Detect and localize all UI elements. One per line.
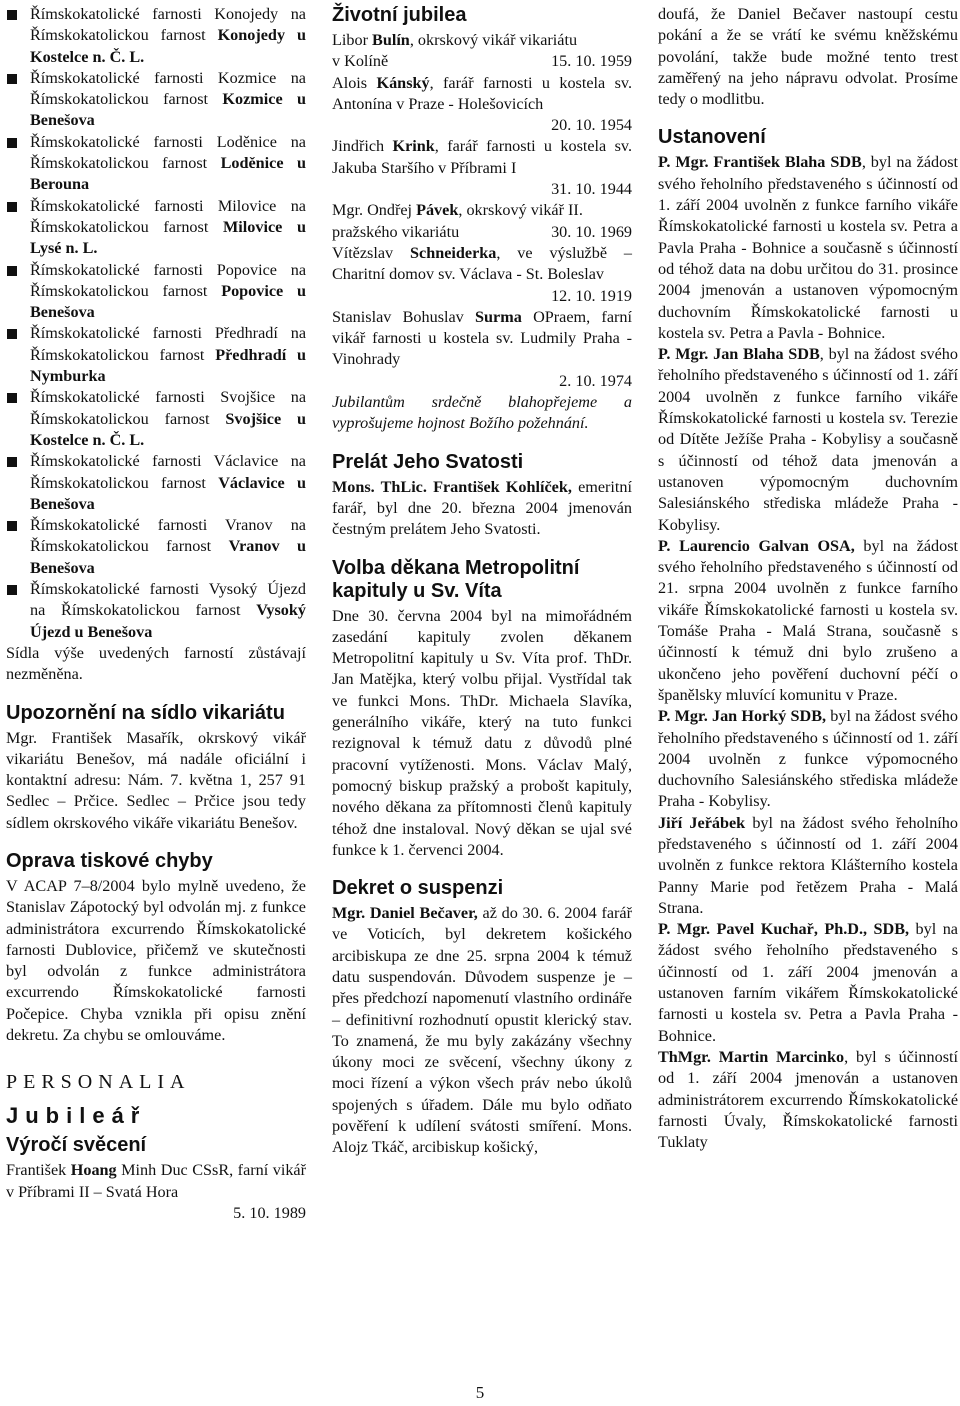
personalia-heading: PERSONALIA <box>6 1071 191 1094</box>
appointment-entry: Jiří Jeřábek byl na žádost svého řeholního představeného s účinností od 1. září 2004 uvolněn z funkce rektora Klášterního kostela Panny Marie pod řetězem Praha - Malá Strana. <box>658 813 958 917</box>
appointment-entry: ThMgr. Martin Marcinko, byl s účinností od 1. září 2004 jmenován a ustanoven administrátorem excurrendo Římskokatolické farnosti Úvaly, Římskokatolické farnosti Tuklaty <box>658 1047 958 1152</box>
jubilee-entry: Jindřich Krink, farář farnosti u kostela sv. Jakuba Staršího v Příbrami I <box>332 137 632 177</box>
parish-list-item: Římskokatolické farnosti Konojedy na Římskokatolickou farnost Konojedy u Kostelce n. Č. L. <box>6 4 306 68</box>
jubilee-entry-date: 12. 10. 1919 <box>551 286 632 305</box>
jubilee-entry: Libor Bulín, okrskový vikář vikariátu <box>332 31 578 49</box>
parish-list-item: Římskokatolické farnosti Loděnice na Římskokatolickou farnost Loděnice u Berouna <box>6 132 306 196</box>
appointment-entry: P. Mgr. Pavel Kuchař, Ph.D., SDB, byl na žádost svého řeholního představeného s účinností od 1. září 2004 jmenován a ustanoven farním vikářem Římskokatolické farnosti u kostela sv. Petra a Pavla Praha - Bohnice. <box>658 920 958 1045</box>
suspension-continued: doufá, že Daniel Bečaver nastoupí cestu pokání a že se vrátí ke svému kněžskému povolání, takže bude možné tento trest zaměřený na jeho nápravu odvolat. Prosíme tedy o modlitbu. <box>658 5 958 109</box>
dean-election-heading: Volba děkana Metropolitní kapituly u Sv. Víta <box>332 556 580 602</box>
parish-list-item: Římskokatolické farnosti Vranov na Římskokatolickou farnost Vranov u Benešova <box>6 515 306 579</box>
jubilee-entry-date: 20. 10. 1954 <box>551 116 632 135</box>
jubilee-entry: Stanislav Bohuslav Surma OPraem, farní vikář farnosti u kostela sv. Ludmily Praha - Vinohrady <box>332 307 632 369</box>
errata-text: V ACAP 7–8/2004 bylo mylně uvedeno, že Stanislav Zápotocký byl odvolán mj. z funkce administrátora excurrendo Římskokatolické farnosti Dublovice, přičemž ve skutečnosti byl odvolán z funkce administrátora excurrendo Římskokatolické farnosti Počepice. Chyba vznikla při opisu znění dekretu. Za chybu se omlouváme. <box>6 876 306 1045</box>
column-left <box>6 4 306 1224</box>
parish-list-item: Římskokatolické farnosti Svojšice na Římskokatolickou farnost Svojšice u Kostelce n. Č. L. <box>6 387 306 451</box>
parish-list-item: Římskokatolické farnosti Popovice na Římskokatolickou farnost Popovice u Benešova <box>6 260 306 324</box>
jubilee-entry-date: 2. 10. 1974 <box>559 371 632 390</box>
appointment-entry: P. Laurencio Galvan OSA, byl na žádost svého řeholního představeného s účinností od 21. srpna 2004 uvolněn z funkce farního vikáře Římskokatolické farnosti u kostela sv. Tomáše Praha - Malá Strana, současně s účinností k témuž dni bylo zrušeno a ukončeno jeho pověření duchovní péčí o španělsky mluvící komunitu v Praze. <box>658 536 958 704</box>
after-list-note: Sídla výše uvedených farností zůstávají nezměněna. <box>6 643 306 684</box>
page-number: 5 <box>475 1383 485 1402</box>
jubilee-heading: Životní jubilea <box>332 4 467 26</box>
suspension-text: Mgr. Daniel Bečaver, až do 30. 6. 2004 farář ve Voticích, byl dekretem košického arcibiskupa ze dne 25. srpna 2004 k témuž datu suspendován. Důvodem suspenze je – přes předchozí napomenutí vlastního ordináře – definitivní rozhodnutí opustit klerický stav. To znamená, že mu byly zakázány všechny úkony moci ze svěcení, všechny úkony z moci řízení a výkon všech práv nebo úkolů spojených s úřadem. Dále mu bylo odňato pověření k udílení svátosti smíření. Mons. Alojz Tkáč, arcibiskup košický, <box>332 904 632 1157</box>
parish-list-item: Římskokatolické farnosti Předhradí na Římskokatolickou farnost Předhradí u Nymburka <box>6 323 306 387</box>
appointments-heading: Ustanovení <box>658 126 766 149</box>
notice-heading: Upozornění na sídlo vikariátu <box>6 701 285 724</box>
appointment-entry: P. Mgr. František Blaha SDB, byl na žádost svého řeholního představeného s účinností od 1. září 2004 uvolněn z funkce farního vikáře Římskokatolické farnosti u kostela sv. Petra a Pavla Praha - Bohnice a současně s účinností od téhož data na dobu určitou do 31. prosince 2004 jmenován a ustanoven výpomocným duchovním Římskokatolické farnosti u kostela sv. Petra a Pavla - Bohnice. <box>658 153 958 342</box>
anniversary-name: Hoang <box>70 1161 117 1180</box>
anniversary-heading: Výročí svěcení <box>6 1134 147 1157</box>
jubilee-entry: Vítězslav Schneiderka, ve výslužbě – Charitní domov sv. Václava - St. Boleslav <box>332 243 632 284</box>
notice-text: Mgr. František Masařík, okrskový vikář vikariátu Benešov, má nadále oficiální i kontaktní adresu: Nám. 7. května 1, 257 91 Sedlec – Prčice. Sedlec – Prčice jsou tedy sídlem okrskového vikáře vikariátu Benešov. <box>6 728 306 832</box>
appointment-entry: P. Mgr. Jan Horký SDB, byl na žádost svého řeholního představeného s účinností od 1. září 2004 uvolněn z funkce výpomocného duchovního Salesiánského střediska mládeže Praha - Kobylisy. <box>658 707 958 811</box>
prelate-text: Mons. ThLic. František Kohlíček, emeritní farář, byl dne 20. března 2004 jmenován čestným prelátem Jeho Svatosti. <box>332 477 633 539</box>
suspension-heading: Dekret o suspenzi <box>332 877 504 900</box>
jubilee-entry: Mgr. Ondřej Pávek, okrskový vikář II. <box>332 201 583 220</box>
parish-list-item: Římskokatolické farnosti Václavice na Římskokatolickou farnost Václavice u Benešova <box>6 451 306 515</box>
column-middle <box>332 4 632 1159</box>
parish-list-item: Římskokatolické farnosti Milovice na Římskokatolickou farnost Milovice u Lysé n. L. <box>6 196 306 260</box>
jubilear-heading: Jubileář <box>6 1103 147 1129</box>
anniversary-date: 5. 10. 1989 <box>233 1203 306 1222</box>
column-right <box>658 4 958 1153</box>
errata-heading: Oprava tiskové chyby <box>6 849 213 872</box>
jubilee-entry-date: pražského vikariátu 30. 10. 1969 <box>332 222 632 241</box>
jubilee-entry-date: v Kolíně 15. 10. 1959 <box>332 52 632 71</box>
parish-list <box>6 4 306 643</box>
parish-list-item: Římskokatolické farnosti Vysoký Újezd na Římskokatolickou farnost Vysoký Újezd u Benešova <box>6 579 306 643</box>
parish-list-item: Římskokatolické farnosti Kozmice na Římskokatolickou farnost Kozmice u Benešova <box>6 68 306 132</box>
dean-election-text: Dne 30. června 2004 byl na mimořádném zasedání kapituly zvolen děkanem Metropolitní kapituly u Sv. Víta prof. ThDr. Jan Matějka, který volbu přijal. Vystřídal tak ve funkci Mons. ThDr. Michaela Slavíka, generálního vikáře, který na tuto funkci rezignoval k témuž datu z důvodů plné pracovní vytíženosti. Mons. Václav Malý, pomocný biskup pražský a probošt kapituly, nového děkana za přítomnosti členů kapituly téhož dne instaloval. Nový děkan se ujal své funkce k 1. červenci 2004. <box>332 606 632 859</box>
prelate-heading: Prelát Jeho Svatosti <box>332 450 524 473</box>
jubilee-wish: Jubilantům srdečně blahopřejeme a vyprošujeme hojnost Božího požehnání. <box>332 393 632 433</box>
jubilee-entry-date: 31. 10. 1944 <box>551 180 632 199</box>
appointment-entry: P. Mgr. Jan Blaha SDB, byl na žádost svého řeholního představeného s účinností od 1. září 2004 uvolněn z funkce farního vikáře Římskokatolické farnosti u kostela sv. Terezie od Dítěte Ježíše Praha - Kobylisy a současně s účinností od téhož data jmenován a ustanoven výpomocným duchovním Salesiánského střediska mládeže Praha - Kobylisy. <box>658 345 958 534</box>
anniversary-entry: František Hoang Minh Duc CSsR, farní vikář v Příbrami II – Svatá Hora <box>6 1161 307 1201</box>
jubilee-entry: Alois Kánský, farář farnosti u kostela sv. Antonína v Praze - Holešovicích <box>332 73 632 113</box>
